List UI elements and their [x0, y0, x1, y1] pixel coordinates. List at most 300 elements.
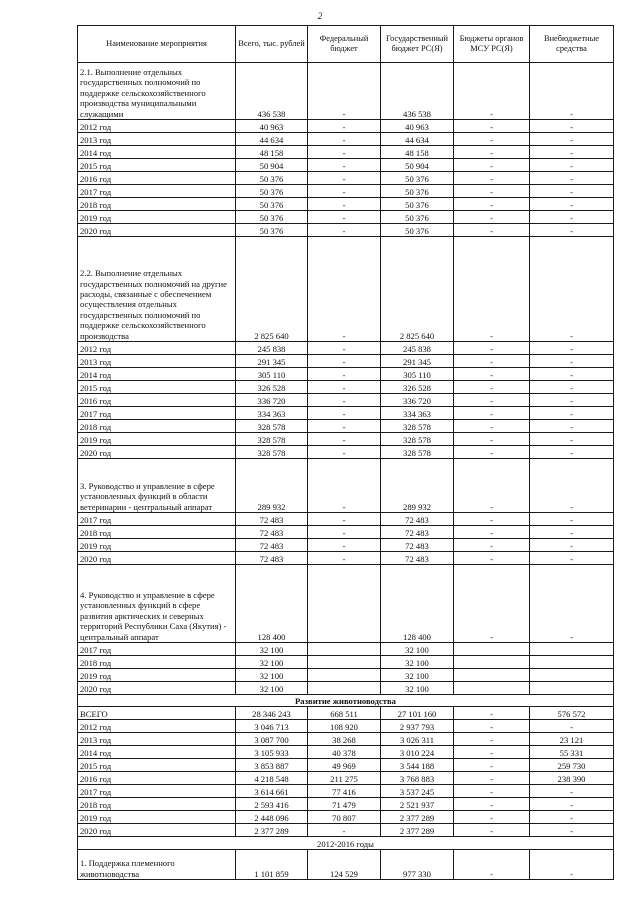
cell-municipal: - [454, 526, 530, 539]
cell-name: 2019 год [78, 211, 236, 224]
cell-state: 2 377 289 [381, 824, 454, 837]
cell-federal: - [308, 513, 381, 526]
cell-state: 289 932 [381, 459, 454, 513]
cell-state: 50 376 [381, 185, 454, 198]
cell-municipal: - [454, 772, 530, 785]
cell-federal: - [308, 237, 381, 342]
cell-extrabudget: - [530, 159, 614, 172]
cell-federal: - [308, 420, 381, 433]
cell-name: 2018 год [78, 198, 236, 211]
table-row [78, 746, 614, 759]
table-row [78, 669, 614, 682]
cell-total: 2 593 416 [236, 798, 308, 811]
header-municipal: Бюджеты органов МСУ РС(Я) [454, 26, 530, 63]
cell-municipal: - [454, 120, 530, 133]
cell-state: 72 483 [381, 513, 454, 526]
cell-name: 2019 год [78, 811, 236, 824]
cell-extrabudget: - [530, 798, 614, 811]
cell-total: 2 377 289 [236, 824, 308, 837]
cell-municipal [454, 643, 530, 656]
cell-state: 3 768 883 [381, 772, 454, 785]
table-header-row [78, 26, 614, 63]
period-label: 2012-2016 годы [78, 837, 614, 850]
cell-name: 2012 год [78, 342, 236, 355]
cell-name: 2015 год [78, 381, 236, 394]
cell-state: 50 376 [381, 172, 454, 185]
cell-federal: 211 275 [308, 772, 381, 785]
table-row [78, 133, 614, 146]
cell-name: 2016 год [78, 394, 236, 407]
cell-name: 2015 год [78, 159, 236, 172]
cell-extrabudget: - [530, 565, 614, 643]
cell-federal: 38 268 [308, 733, 381, 746]
cell-total: 305 110 [236, 368, 308, 381]
cell-state: 2 377 289 [381, 811, 454, 824]
table-row [78, 526, 614, 539]
cell-name: 2012 год [78, 120, 236, 133]
cell-total: 50 376 [236, 198, 308, 211]
cell-total: 72 483 [236, 513, 308, 526]
cell-state: 3 537 245 [381, 785, 454, 798]
cell-state: 326 528 [381, 381, 454, 394]
cell-name: 2018 год [78, 656, 236, 669]
cell-name: 4. Руководство и управление в сфере установленных функций в сфере развития арктических и северных территорий Республики Саха (Якутия) - центральный аппарат [78, 565, 236, 643]
cell-name: 2014 год [78, 368, 236, 381]
cell-federal [308, 643, 381, 656]
cell-total: 291 345 [236, 355, 308, 368]
cell-federal: - [308, 159, 381, 172]
table-row [78, 811, 614, 824]
cell-name: 2020 год [78, 446, 236, 459]
cell-total: 72 483 [236, 526, 308, 539]
cell-extrabudget: - [530, 172, 614, 185]
cell-total: 50 376 [236, 185, 308, 198]
cell-federal: - [308, 433, 381, 446]
cell-state: 334 363 [381, 407, 454, 420]
table-row [78, 381, 614, 394]
cell-municipal: - [454, 785, 530, 798]
section-row [78, 237, 614, 342]
cell-total: 2 825 640 [236, 237, 308, 342]
table-row [78, 824, 614, 837]
cell-total: 50 904 [236, 159, 308, 172]
cell-municipal [454, 656, 530, 669]
cell-extrabudget: - [530, 824, 614, 837]
cell-federal: 71 479 [308, 798, 381, 811]
cell-extrabudget: - [530, 342, 614, 355]
cell-state: 50 376 [381, 198, 454, 211]
cell-extrabudget: - [530, 420, 614, 433]
cell-extrabudget [530, 669, 614, 682]
cell-federal [308, 656, 381, 669]
cell-federal [308, 565, 381, 643]
cell-state: 305 110 [381, 368, 454, 381]
table-row [78, 172, 614, 185]
cell-municipal: - [454, 355, 530, 368]
cell-municipal [454, 669, 530, 682]
cell-name: 2020 год [78, 552, 236, 565]
cell-federal: - [308, 224, 381, 237]
cell-state: 328 578 [381, 446, 454, 459]
cell-state: 245 838 [381, 342, 454, 355]
table-row [78, 120, 614, 133]
cell-municipal: - [454, 811, 530, 824]
cell-state: 72 483 [381, 539, 454, 552]
cell-extrabudget: - [530, 63, 614, 120]
cell-municipal: - [454, 720, 530, 733]
cell-name: 2019 год [78, 433, 236, 446]
cell-extrabudget: 576 572 [530, 707, 614, 720]
cell-state: 44 634 [381, 133, 454, 146]
cell-extrabudget: - [530, 224, 614, 237]
cell-name: 2.2. Выполнение отдельных государственных полномочий на другие расходы, связанные с обеспечением осуществления отдельных государственных полномочий по поддержке сельскохозяйственного производства [78, 237, 236, 342]
cell-total: 326 528 [236, 381, 308, 394]
cell-total: 50 376 [236, 211, 308, 224]
cell-name: 2013 год [78, 733, 236, 746]
cell-federal: - [308, 120, 381, 133]
cell-total: 28 346 243 [236, 707, 308, 720]
cell-federal: - [308, 459, 381, 513]
cell-name: 2017 год [78, 513, 236, 526]
cell-federal: - [308, 185, 381, 198]
table-row [78, 643, 614, 656]
cell-total: 3 046 713 [236, 720, 308, 733]
cell-state: 3 026 311 [381, 733, 454, 746]
table-row [78, 798, 614, 811]
section-row [78, 850, 614, 880]
cell-extrabudget: - [530, 146, 614, 159]
cell-extrabudget: 259 730 [530, 759, 614, 772]
cell-federal: 668 511 [308, 707, 381, 720]
table-body [78, 63, 614, 880]
table-row [78, 159, 614, 172]
cell-total: 32 100 [236, 656, 308, 669]
cell-federal: - [308, 394, 381, 407]
cell-federal: - [308, 552, 381, 565]
cell-name: 2016 год [78, 172, 236, 185]
table-row [78, 513, 614, 526]
cell-name: 2017 год [78, 407, 236, 420]
section-title: Развитие животноводства [78, 695, 614, 707]
cell-state: 32 100 [381, 669, 454, 682]
cell-name: 2017 год [78, 785, 236, 798]
cell-name: 2018 год [78, 420, 236, 433]
cell-state: 336 720 [381, 394, 454, 407]
cell-state: 2 937 793 [381, 720, 454, 733]
cell-state: 72 483 [381, 552, 454, 565]
cell-state: 40 963 [381, 120, 454, 133]
cell-extrabudget: 23 121 [530, 733, 614, 746]
cell-federal: - [308, 526, 381, 539]
cell-total: 436 538 [236, 63, 308, 120]
cell-municipal: - [454, 342, 530, 355]
section-row [78, 63, 614, 120]
cell-name: 2012 год [78, 720, 236, 733]
cell-extrabudget: - [530, 552, 614, 565]
table-row [78, 394, 614, 407]
cell-name: 2018 год [78, 526, 236, 539]
cell-federal: - [308, 446, 381, 459]
cell-state: 27 101 160 [381, 707, 454, 720]
cell-state: 72 483 [381, 526, 454, 539]
cell-total: 336 720 [236, 394, 308, 407]
cell-federal: - [308, 211, 381, 224]
page-number: 2 [317, 11, 323, 21]
cell-total: 328 578 [236, 446, 308, 459]
cell-extrabudget: - [530, 133, 614, 146]
cell-name: 2016 год [78, 772, 236, 785]
table-row [78, 552, 614, 565]
cell-municipal: - [454, 446, 530, 459]
cell-total: 1 101 859 [236, 850, 308, 880]
cell-extrabudget: - [530, 785, 614, 798]
cell-extrabudget: - [530, 811, 614, 824]
cell-municipal: - [454, 394, 530, 407]
cell-extrabudget [530, 682, 614, 695]
table-row [78, 224, 614, 237]
cell-municipal: - [454, 368, 530, 381]
cell-municipal [454, 682, 530, 695]
cell-total: 3 087 700 [236, 733, 308, 746]
cell-state: 32 100 [381, 656, 454, 669]
table-row [78, 785, 614, 798]
cell-state: 436 538 [381, 63, 454, 120]
cell-name: 2020 год [78, 824, 236, 837]
cell-extrabudget: 238 390 [530, 772, 614, 785]
cell-state: 128 400 [381, 565, 454, 643]
table-row [78, 368, 614, 381]
cell-extrabudget: - [530, 381, 614, 394]
table-row [78, 407, 614, 420]
cell-extrabudget: - [530, 850, 614, 880]
cell-total: 50 376 [236, 224, 308, 237]
cell-municipal: - [454, 172, 530, 185]
cell-total: 245 838 [236, 342, 308, 355]
table-row [78, 146, 614, 159]
cell-municipal: - [454, 459, 530, 513]
cell-extrabudget: - [530, 237, 614, 342]
cell-federal: 124 529 [308, 850, 381, 880]
cell-total: 44 634 [236, 133, 308, 146]
cell-state: 32 100 [381, 682, 454, 695]
section-row [78, 565, 614, 643]
cell-total: 32 100 [236, 669, 308, 682]
header-federal: Федеральный бюджет [308, 26, 381, 63]
cell-state: 2 521 937 [381, 798, 454, 811]
cell-extrabudget: - [530, 198, 614, 211]
cell-name: 2019 год [78, 539, 236, 552]
cell-federal: - [308, 172, 381, 185]
cell-total: 328 578 [236, 420, 308, 433]
table-row [78, 446, 614, 459]
cell-federal: - [308, 342, 381, 355]
table-row [78, 211, 614, 224]
cell-municipal: - [454, 513, 530, 526]
header-name: Наименование мероприятия [78, 26, 236, 63]
cell-municipal: - [454, 850, 530, 880]
cell-name: 2020 год [78, 682, 236, 695]
table-row [78, 539, 614, 552]
cell-municipal: - [454, 159, 530, 172]
table-row [78, 733, 614, 746]
cell-municipal: - [454, 824, 530, 837]
cell-extrabudget: - [530, 539, 614, 552]
cell-total: 328 578 [236, 433, 308, 446]
cell-municipal: - [454, 211, 530, 224]
cell-municipal: - [454, 746, 530, 759]
cell-federal: - [308, 198, 381, 211]
cell-municipal: - [454, 433, 530, 446]
cell-federal [308, 682, 381, 695]
cell-extrabudget: - [530, 459, 614, 513]
cell-extrabudget: - [530, 120, 614, 133]
cell-municipal: - [454, 237, 530, 342]
cell-municipal: - [454, 146, 530, 159]
cell-state: 50 904 [381, 159, 454, 172]
cell-municipal: - [454, 733, 530, 746]
cell-extrabudget: - [530, 394, 614, 407]
cell-name: ВСЕГО [78, 707, 236, 720]
cell-total: 32 100 [236, 682, 308, 695]
cell-state: 3 010 224 [381, 746, 454, 759]
cell-municipal: - [454, 224, 530, 237]
table-row [78, 198, 614, 211]
cell-name: 2020 год [78, 224, 236, 237]
cell-total: 2 448 096 [236, 811, 308, 824]
cell-name: 3. Руководство и управление в сфере установленных функций в области ветеринарии - центральный аппарат [78, 459, 236, 513]
cell-total: 40 963 [236, 120, 308, 133]
cell-municipal: - [454, 407, 530, 420]
table-row [78, 682, 614, 695]
cell-extrabudget [530, 643, 614, 656]
cell-municipal: - [454, 185, 530, 198]
cell-state: 328 578 [381, 420, 454, 433]
cell-name: 2013 год [78, 133, 236, 146]
section-row [78, 459, 614, 513]
cell-extrabudget: 55 331 [530, 746, 614, 759]
cell-state: 3 544 188 [381, 759, 454, 772]
cell-total: 289 932 [236, 459, 308, 513]
table-row [78, 759, 614, 772]
cell-state: 977 330 [381, 850, 454, 880]
cell-total: 3 853 887 [236, 759, 308, 772]
cell-extrabudget: - [530, 211, 614, 224]
cell-federal: - [308, 824, 381, 837]
cell-extrabudget: - [530, 446, 614, 459]
cell-federal: - [308, 381, 381, 394]
table-row [78, 433, 614, 446]
section-banner [78, 695, 614, 707]
table-row [78, 772, 614, 785]
cell-municipal: - [454, 198, 530, 211]
cell-state: 291 345 [381, 355, 454, 368]
cell-state: 328 578 [381, 433, 454, 446]
cell-total: 128 400 [236, 565, 308, 643]
cell-extrabudget: - [530, 185, 614, 198]
cell-state: 50 376 [381, 211, 454, 224]
table-row [78, 420, 614, 433]
cell-total: 3 105 933 [236, 746, 308, 759]
period-row [78, 837, 614, 850]
cell-name: 1. Поддержка племенного животноводства [78, 850, 236, 880]
cell-name: 2017 год [78, 643, 236, 656]
cell-name: 2.1. Выполнение отдельных государственных полномочий по поддержке сельскохозяйственного производства муниципальными служащими [78, 63, 236, 120]
table-row [78, 707, 614, 720]
cell-total: 72 483 [236, 552, 308, 565]
cell-name: 2014 год [78, 146, 236, 159]
cell-name: 2015 год [78, 759, 236, 772]
table-row [78, 656, 614, 669]
cell-federal: - [308, 133, 381, 146]
cell-federal: - [308, 355, 381, 368]
cell-state: 32 100 [381, 643, 454, 656]
cell-federal: - [308, 539, 381, 552]
cell-total: 334 363 [236, 407, 308, 420]
header-state: Государственный бюджет РС(Я) [381, 26, 454, 63]
cell-municipal: - [454, 565, 530, 643]
cell-total: 72 483 [236, 539, 308, 552]
cell-state: 48 158 [381, 146, 454, 159]
cell-total: 32 100 [236, 643, 308, 656]
table-row [78, 185, 614, 198]
cell-name: 2013 год [78, 355, 236, 368]
budget-table [77, 25, 614, 880]
header-total: Всего, тыс. рублей [236, 26, 308, 63]
header-extrabudget: Внебюджетные средства [530, 26, 614, 63]
cell-extrabudget: - [530, 433, 614, 446]
table-row [78, 342, 614, 355]
cell-total: 48 158 [236, 146, 308, 159]
cell-municipal: - [454, 381, 530, 394]
cell-name: 2014 год [78, 746, 236, 759]
cell-total: 3 614 661 [236, 785, 308, 798]
cell-name: 2017 год [78, 185, 236, 198]
cell-extrabudget: - [530, 368, 614, 381]
cell-extrabudget: - [530, 526, 614, 539]
cell-total: 50 376 [236, 172, 308, 185]
table-row [78, 720, 614, 733]
table-row [78, 355, 614, 368]
cell-extrabudget: - [530, 720, 614, 733]
cell-state: 50 376 [381, 224, 454, 237]
cell-municipal: - [454, 420, 530, 433]
cell-federal: 70 807 [308, 811, 381, 824]
cell-federal: - [308, 146, 381, 159]
cell-federal: - [308, 407, 381, 420]
cell-total: 4 218 548 [236, 772, 308, 785]
cell-extrabudget [530, 656, 614, 669]
cell-municipal: - [454, 133, 530, 146]
cell-federal: - [308, 63, 381, 120]
cell-municipal: - [454, 63, 530, 120]
cell-municipal: - [454, 798, 530, 811]
cell-federal: 40 378 [308, 746, 381, 759]
cell-federal: 49 969 [308, 759, 381, 772]
cell-municipal: - [454, 707, 530, 720]
cell-municipal: - [454, 552, 530, 565]
cell-extrabudget: - [530, 513, 614, 526]
cell-state: 2 825 640 [381, 237, 454, 342]
cell-federal [308, 669, 381, 682]
cell-federal: 77 416 [308, 785, 381, 798]
cell-extrabudget: - [530, 355, 614, 368]
cell-name: 2018 год [78, 798, 236, 811]
cell-municipal: - [454, 759, 530, 772]
cell-municipal: - [454, 539, 530, 552]
cell-name: 2019 год [78, 669, 236, 682]
cell-federal: 108 920 [308, 720, 381, 733]
cell-extrabudget: - [530, 407, 614, 420]
